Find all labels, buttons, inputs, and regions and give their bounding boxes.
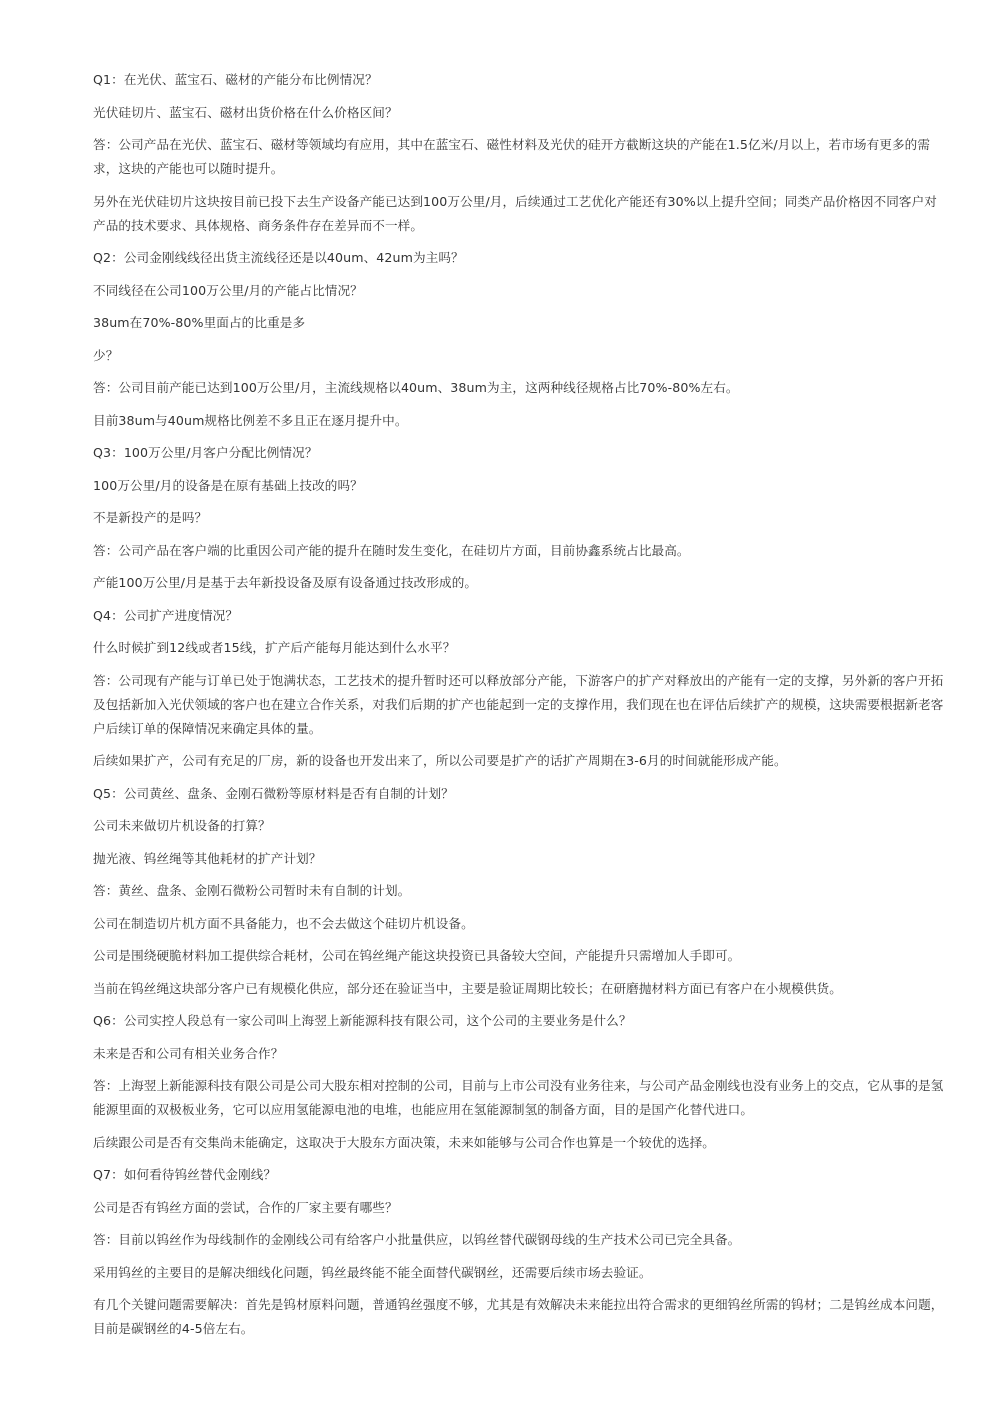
answer-text: 有几个关键问题需要解决：首先是钨材原料问题，普通钨丝强度不够，尤其是有效解决未来能拉出符合需求的更细钨丝所需的钨材；二是钨丝成本问题，目前是碳钢丝的4-5倍左右。 xyxy=(93,1297,944,1336)
question-q7: Q7：如何看待钨丝替代金刚线？ xyxy=(93,1167,277,1182)
answer-text: 答：公司目前产能已达到100万公里/月，主流线规格以40um、38um为主，这两种线径规格占比70%-80%左右。 xyxy=(93,380,739,395)
answer-text: 采用钨丝的主要目的是解决细线化问题，钨丝最终能不能全面替代碳钢丝，还需要后续市场去验证。 xyxy=(93,1264,652,1280)
answer-text: 答：公司产品在光伏、蓝宝石、磁材等领域均有应用，其中在蓝宝石、磁性材料及光伏的硅开方截断这块的产能在1.5亿米/月以上，若市场有更多的需求，这块的产能也可以随时提升。 xyxy=(93,137,931,176)
question-text: 不同线径在公司100万公里/月的产能占比情况？ xyxy=(93,282,363,298)
question-q5: Q5：公司黄丝、盘条、金刚石微粉等原材料是否有自制的计划？ xyxy=(93,785,454,801)
question-q4: Q4：公司扩产进度情况？ xyxy=(93,607,239,623)
answer-text: 后续跟公司是否有交集尚未能确定，这取决于大股东方面决策，未来如能够与公司合作也算是一个较优的选择。 xyxy=(93,1134,715,1150)
answer-text: 产能100万公里/月是基于去年新投设备及原有设备通过技改形成的。 xyxy=(93,575,478,590)
answer-text: 公司在制造切片机方面不具备能力，也不会去做这个硅切片机设备。 xyxy=(93,915,474,931)
answer-text: 当前在钨丝绳这块部分客户已有规模化供应，部分还在验证当中，主要是验证周期比较长；在研磨抛材料方面已有客户在小规模供货。 xyxy=(93,980,842,996)
question-text: 什么时候扩到12线或者15线，扩产后产能每月能达到什么水平？ xyxy=(93,640,456,655)
question-text: 抛光液、钨丝绳等其他耗材的扩产计划？ xyxy=(93,850,322,866)
question-q3: Q3：100万公里/月客户分配比例情况？ xyxy=(93,445,318,460)
question-q2: Q2：公司金刚线线径出货主流线径还是以40um、42um为主吗？ xyxy=(93,250,464,265)
document-body xyxy=(93,68,945,1350)
answer-text: 答：目前以钨丝作为母线制作的金刚线公司有给客户小批量供应，以钨丝替代碳钢母线的生产技术公司已完全具备。 xyxy=(93,1232,741,1247)
question-text: 公司未来做切片机设备的打算？ xyxy=(93,818,271,833)
question-text: 公司是否有钨丝方面的尝试，合作的厂家主要有哪些？ xyxy=(93,1199,398,1215)
answer-text: 答：公司现有产能与订单已处于饱满状态，工艺技术的提升暂时还可以释放部分产能，下游客户的扩产对释放出的产能有一定的支撑，另外新的客户开拓及包括新加入光伏领域的客户也在建立合作关系，对我们后期的扩产也能起到一定的支撑作用，我们现在也在评估后续扩产的规模，这块需要根据新老客户后续订单的保障情况来确定具体的量。 xyxy=(93,672,944,736)
answer-text: 公司是围绕硬脆材料加工提供综合耗材，公司在钨丝绳产能这块投资已具备较大空间，产能提升只需增加人手即可。 xyxy=(93,948,741,963)
question-text: 未来是否和公司有相关业务合作？ xyxy=(93,1045,284,1061)
question-q1: Q1：在光伏、蓝宝石、磁材的产能分布比例情况？ xyxy=(93,72,378,87)
answer-text: 另外在光伏硅切片这块按目前已投下去生产设备产能已达到100万公里/月，后续通过工艺优化产能还有30%以上提升空间；同类产品价格因不同客户对产品的技术要求、具体规格、商务条件存在差异而不一样。 xyxy=(93,193,937,233)
question-q6: Q6：公司实控人段总有一家公司叫上海翌上新能源科技有限公司，这个公司的主要业务是什么？ xyxy=(93,1013,632,1028)
question-text: 少？ xyxy=(93,347,119,363)
answer-text: 答：公司产品在客户端的比重因公司产能的提升在随时发生变化，在硅切片方面，目前协鑫系统占比最高。 xyxy=(93,542,690,558)
question-text: 光伏硅切片、蓝宝石、磁材出货价格在什么价格区间？ xyxy=(93,104,398,120)
question-text: 不是新投产的是吗？ xyxy=(93,510,208,525)
answer-text: 目前38um与40um规格比例差不多且正在逐月提升中。 xyxy=(93,412,408,428)
answer-text: 后续如果扩产，公司有充足的厂房，新的设备也开发出来了，所以公司要是扩产的话扩产周期在3-6月的时间就能形成产能。 xyxy=(93,753,787,768)
question-text: 100万公里/月的设备是在原有基础上技改的吗？ xyxy=(93,477,363,493)
question-text: 38um在70%-80%里面占的比重是多 xyxy=(93,315,306,330)
answer-text: 答：黄丝、盘条、金刚石微粉公司暂时未有自制的计划。 xyxy=(93,883,411,898)
answer-text: 答：上海翌上新能源科技有限公司是公司大股东相对控制的公司，目前与上市公司没有业务往来，与公司产品金刚线也没有业务上的交点，它从事的是氢能源里面的双极板业务，它可以应用氢能源电池的电堆，也能应用在氢能源制氢的制备方面，目的是国产化替代进口。 xyxy=(93,1078,944,1117)
